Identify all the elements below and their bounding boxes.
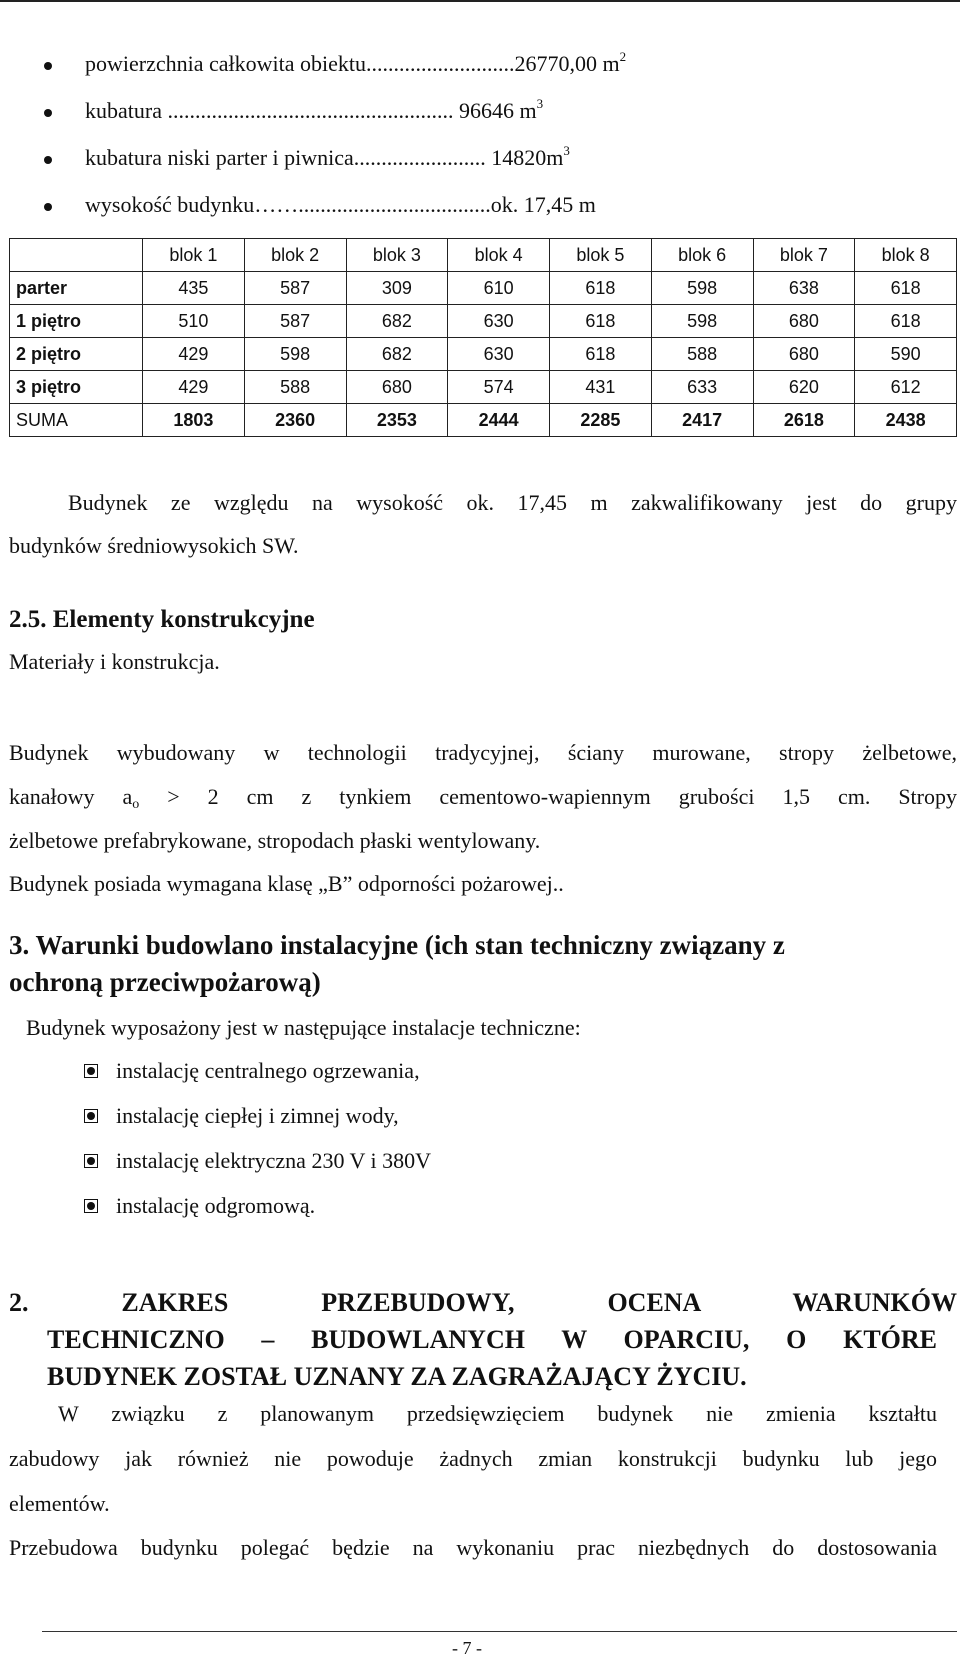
table-cell: 638 [753,272,855,305]
table-corner-cell [10,239,143,272]
list-item-label: instalację odgromową. [116,1193,316,1218]
construction-text: > 2 cm z tynkiem cementowo-wapiennym grubości 1,5 cm. Stropy [139,784,957,809]
section-2-para2: Przebudowa budynku polegać będzie na wykonaniu prac niezbędnych do dostosowania [9,1535,937,1560]
construction-text: kanałowy a [9,784,133,809]
top-rule [0,0,960,2]
stat-unit-exponent: 2 [619,49,627,64]
page-number: - 7 - [452,1638,482,1658]
height-paragraph-line2: budynków średniowysokich SW. [9,533,299,558]
column-header: blok 6 [651,239,753,272]
table-row [10,338,957,371]
section-2-heading-line3: BUDYNEK ZOSTAŁ UZNANY ZA ZAGRAŻAJĄCY ŻYCIU. [47,1362,747,1391]
square-bullet-icon [84,1154,98,1168]
section-2-5-subtitle: Materiały i konstrukcja. [9,649,220,674]
table-cell: 588 [651,338,753,371]
list-item-label: instalację centralnego ogrzewania, [116,1058,420,1083]
footer-rule [42,1631,957,1632]
section-2-para-line1: W związku z planowanym przedsięwzięciem budynek nie zmienia kształtu [58,1401,937,1426]
table-row [10,371,957,404]
stat-label: wysokość budynku……...................................ok. 17,45 m [85,192,596,217]
section-3-heading-line1: 3. Warunki budowlano instalacyjne (ich stan techniczny związany z [9,930,785,960]
table-cell: 680 [753,305,855,338]
table-cell: 598 [244,338,346,371]
stat-item [40,134,626,181]
section-2-para-line3: elementów. [9,1491,110,1516]
list-item [82,1105,431,1150]
table-cell: 682 [346,305,448,338]
table-cell: 2618 [753,404,855,437]
table-cell: 2417 [651,404,753,437]
table-header-row [10,239,957,272]
installations-list [82,1060,431,1240]
stat-item [40,181,626,228]
volume-table [9,238,957,437]
table-cell: 610 [448,272,550,305]
table-cell: 2360 [244,404,346,437]
column-header: blok 5 [550,239,652,272]
list-item [82,1195,431,1240]
row-label: 3 piętro [10,371,143,404]
list-item [82,1150,431,1195]
list-item-label: instalację elektryczna 230 V i 380V [116,1148,432,1173]
table-cell: 590 [855,338,957,371]
section-2-heading-line1: 2. ZAKRES PRZEBUDOWY, OCENA WARUNKÓW [9,1288,957,1317]
table-cell: 618 [550,305,652,338]
stat-label: kubatura .................................................... 96646 m [85,98,537,123]
table-cell: 435 [143,272,245,305]
table-cell: 429 [143,371,245,404]
table-cell: 618 [550,272,652,305]
table-cell: 587 [244,272,346,305]
table-cell: 587 [244,305,346,338]
column-header: blok 8 [855,239,957,272]
table-cell: 2444 [448,404,550,437]
table-cell: 2353 [346,404,448,437]
table-cell: 510 [143,305,245,338]
square-bullet-icon [84,1199,98,1213]
table-cell: 588 [244,371,346,404]
stat-label: powierzchnia całkowita obiektu...........................26770,00 m [85,51,620,76]
section-2-heading-line2: TECHNICZNO – BUDOWLANYCH W OPARCIU, O KTÓRE [47,1325,937,1354]
stat-label: kubatura niski parter i piwnica........................ 14820m [85,145,564,170]
stat-unit-exponent: 3 [536,96,544,111]
table-cell: 309 [346,272,448,305]
height-paragraph-line1: Budynek ze względu na wysokość ok. 17,45 m zakwalifikowany jest do grupy [68,490,957,515]
table-cell: 429 [143,338,245,371]
column-header: blok 2 [244,239,346,272]
table-cell: 574 [448,371,550,404]
table-cell: 680 [346,371,448,404]
table-cell: 2438 [855,404,957,437]
stat-unit-exponent: 3 [563,143,570,158]
column-header: blok 7 [753,239,855,272]
row-label: SUMA [10,404,143,437]
stat-item [40,40,626,87]
sum-row [10,404,957,437]
table-cell: 598 [651,272,753,305]
table-cell: 633 [651,371,753,404]
column-header: blok 4 [448,239,550,272]
section-3-heading-line2: ochroną przeciwpożarową) [9,967,321,997]
table-cell: 682 [346,338,448,371]
square-bullet-icon [84,1064,98,1078]
row-label: parter [10,272,143,305]
table-cell: 620 [753,371,855,404]
list-item-label: instalację ciepłej i zimnej wody, [116,1103,399,1128]
table-cell: 2285 [550,404,652,437]
table-cell: 618 [550,338,652,371]
subscript: o [132,797,140,812]
construction-line2 [9,784,957,812]
section-2-para-line2: zabudowy jak również nie powoduje żadnych zmian konstrukcji budynku lub jego [9,1446,937,1471]
construction-line1: Budynek wybudowany w technologii tradycyjnej, ściany murowane, stropy żelbetowe, [9,740,957,765]
row-label: 1 piętro [10,305,143,338]
stat-item [40,87,626,134]
table-row [10,272,957,305]
row-label: 2 piętro [10,338,143,371]
column-header: blok 1 [143,239,245,272]
table-cell: 598 [651,305,753,338]
table-cell: 630 [448,338,550,371]
table-cell: 680 [753,338,855,371]
column-header: blok 3 [346,239,448,272]
section-2-5-heading: 2.5. Elementy konstrukcyjne [9,606,315,633]
installations-intro: Budynek wyposażony jest w następujące instalacje techniczne: [26,1015,581,1040]
table-cell: 1803 [143,404,245,437]
construction-line3: żelbetowe prefabrykowane, stropodach płaski wentylowany. [9,828,541,853]
list-item [82,1060,431,1105]
building-stats-list [40,40,626,228]
table-cell: 618 [855,305,957,338]
table-cell: 630 [448,305,550,338]
table-cell: 431 [550,371,652,404]
square-bullet-icon [84,1109,98,1123]
table-row [10,305,957,338]
construction-line4: Budynek posiada wymagana klasę „B” odporności pożarowej.. [9,871,564,896]
table-cell: 612 [855,371,957,404]
table-cell: 618 [855,272,957,305]
